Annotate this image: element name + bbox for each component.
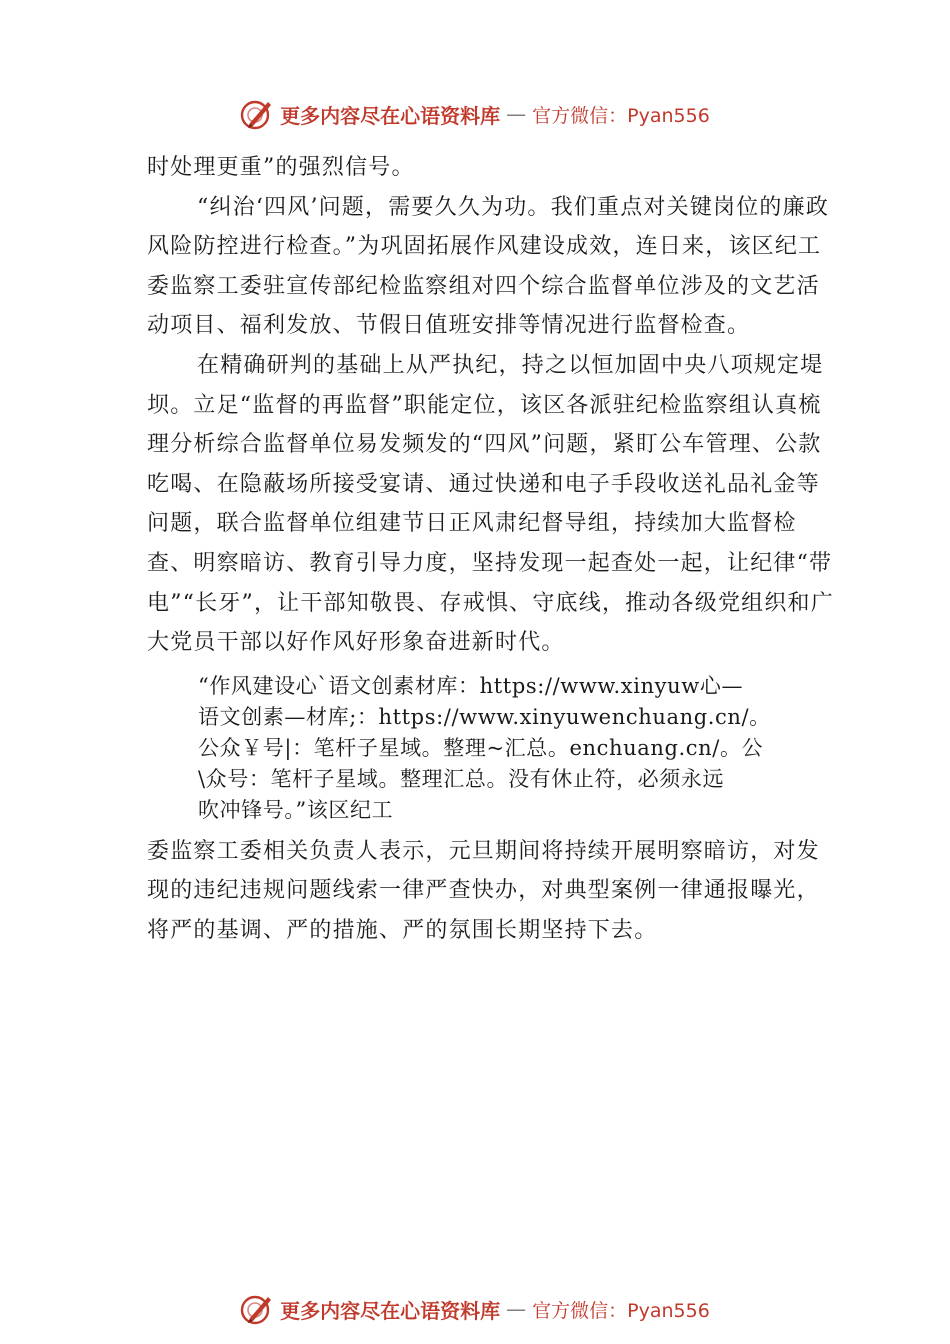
banner-separator: — <box>506 1297 527 1321</box>
paragraph-1: 时处理更重”的强烈信号。 <box>147 155 415 180</box>
quote-line: 吹冲锋号。”该区纪工 <box>198 797 394 822</box>
pen-logo-icon <box>240 1292 274 1326</box>
quote-line: \众号：笔杆子星域。整理汇总。没有休止符，必须永远 <box>198 766 725 791</box>
footer-banner <box>0 1289 950 1329</box>
wechat-id-text: 官方微信：Pyan556 <box>532 104 710 127</box>
quote-block <box>198 671 838 826</box>
wechat-id-text: 官方微信：Pyan556 <box>532 1299 710 1322</box>
site-name-text: 更多内容尽在心语资料库 <box>280 1298 501 1323</box>
paragraph-5: 委监察工委相关负责人表示，元旦期间将持续开展明察暗访，对发现的违纪违规问题线索一律严查快办，对典型案例一律通报曝光，将严的基调、严的措施、严的氛围长期坚持下去。 <box>147 838 820 943</box>
paragraph-3: 在精确研判的基础上从严执纪，持之以恒加固中央八项规定堤坝。立足“监督的再监督”职能定位，该区各派驻纪检监察组认真梳理分析综合监督单位易发频发的“四风”问题，紧盯公车管理、公款吃喝、在隐蔽场所接受宴请、通过快递和电子手段收送礼品礼金等问题，联合监督单位组建节日正风肃纪督导组，持续加大监督检查、明察暗访、教育引导力度，坚持发现一起查处一起，让纪律“带电”“长牙”，让干部知敬畏、存戒惧、守底线，推动各级党组织和广大党员干部以好作风好形象奋进新时代。 <box>147 352 834 656</box>
quote-line: 公众￥号|：笔杆子星域。整理~汇总。enchuang.cn/。公 <box>198 735 764 760</box>
quote-line: 语文创素—材库;：https://www.xinyuwenchuang.cn/。 <box>198 704 771 729</box>
banner-separator: — <box>506 102 527 126</box>
paragraph-2: “纠治‘四风’问题，需要久久为功。我们重点对关键岗位的廉政风险防控进行检查。”为巩固拓展作风建设成效，连日来，该区纪工委监察工委驻宣传部纪检监察组对四个综合监督单位涉及的文艺活动项目、福利发放、节假日值班安排等情况进行监督检查。 <box>147 194 830 339</box>
header-banner <box>0 94 950 134</box>
site-name-text: 更多内容尽在心语资料库 <box>280 103 501 128</box>
quote-line: “作风建设心`语文创素材库：https://www.xinyuw心— <box>198 673 744 698</box>
pen-logo-icon <box>240 97 274 131</box>
document-body <box>147 148 837 951</box>
